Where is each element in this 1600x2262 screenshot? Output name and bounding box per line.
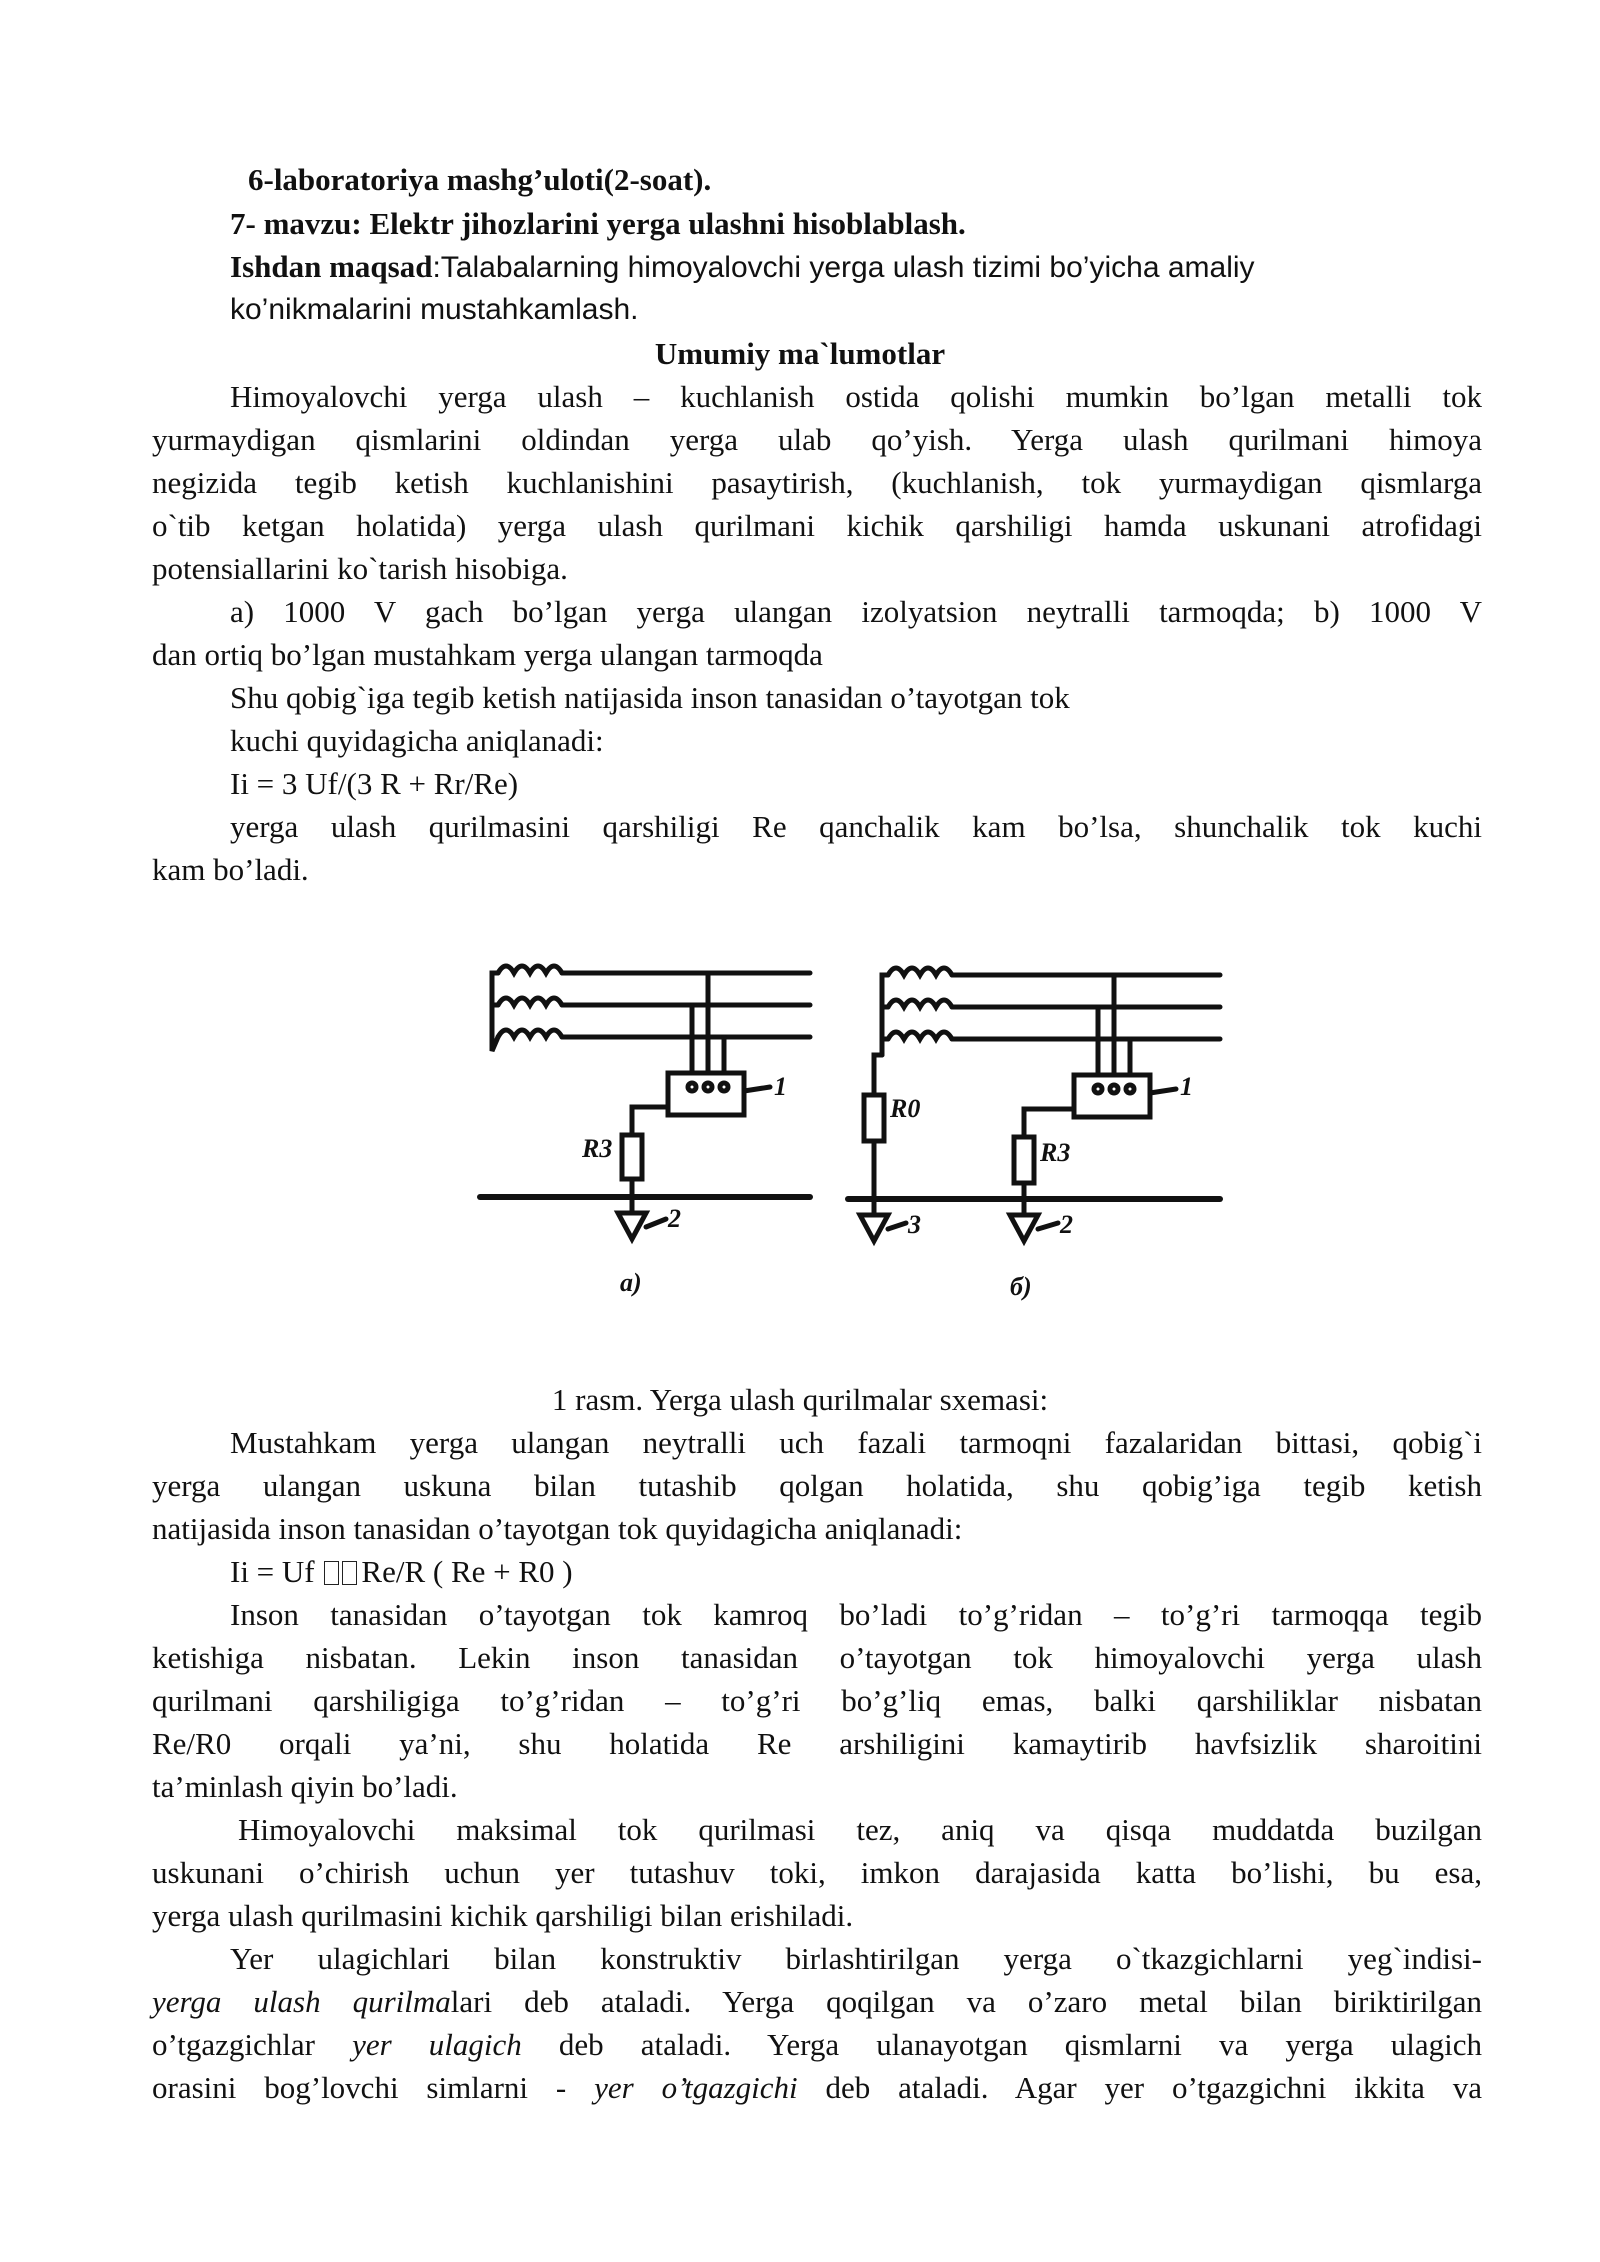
paragraph-7-line-1: Himoyalovchi maksimal tok qurilmasi tez, aniq va qisqa muddatda buzilgan bbox=[238, 1812, 1482, 1847]
term-grounding-device: yerga ulash qurilma bbox=[152, 1984, 451, 2019]
paragraph-5-line-1: Mustahkam yerga ulangan neytralli uch fazali tarmoqni fazalaridan bittasi, qobig`i bbox=[230, 1425, 1482, 1460]
paragraph-1-line-2: yurmaydigan qismlarini oldindan yerga ulab qo’yish. Yerga ulash qurilmani himoya bbox=[152, 422, 1482, 457]
formula-2-part-b: Re/R ( Re + R0 ) bbox=[361, 1554, 573, 1589]
paragraph-1-line-3: negizida tegib ketish kuchlanishini pasaytirish, (kuchlanish, tok yurmaydigan qismlarga bbox=[152, 465, 1482, 500]
goal-text-cont: ko’nikmalarini mustahkamlash. bbox=[230, 293, 639, 326]
formula-2 bbox=[230, 1550, 573, 1597]
paragraph-1-line-4: o`tib ketgan holatida) yerga ulash qurilmani kichik qarshiligi hamda uskunani atrofidagi bbox=[152, 508, 1482, 543]
paragraph-1-line-5: potensiallarini ko`tarish hisobiga. bbox=[152, 551, 568, 586]
formula-2-part-a: Ii = Uf bbox=[230, 1554, 315, 1589]
paragraph-6-line-2: ketishiga nisbatan. Lekin inson tanasidan o’tayotgan tok himoyalovchi yerga ulash bbox=[152, 1640, 1482, 1675]
paragraph-6-line-5: ta’minlash qiyin bo’ladi. bbox=[152, 1769, 458, 1804]
label-r3-b: R3 bbox=[1040, 1138, 1071, 1167]
paragraph-8-line-4: orasini bog’lovchi simlarni - yer o’tgazgichi deb ataladi. Agar yer o’tgazgichni ikkita va bbox=[152, 2070, 1482, 2105]
goal-label: Ishdan maqsad bbox=[230, 249, 433, 284]
lab-title: 6-laboratoriya mashg’uloti(2-soat). bbox=[248, 162, 712, 197]
label-r3-a: R3 bbox=[582, 1134, 613, 1163]
paragraph-7-line-3: yerga ulash qurilmasini kichik qarshiligi bilan erishiladi. bbox=[152, 1898, 854, 1933]
formula-1: Ii = 3 Uf/(3 R + Rr/Re) bbox=[230, 766, 519, 801]
term-ground-conductor: yer o’tgazgichi bbox=[594, 2070, 798, 2105]
paragraph-6-line-1: Inson tanasidan o’tayotgan tok kamroq bo’ladi to’g’ridan – to’g’ri tarmoqqa tegib bbox=[230, 1597, 1482, 1632]
label-a: a) bbox=[620, 1268, 642, 1297]
label-1-a: 1 bbox=[774, 1072, 787, 1101]
missing-glyph-boxes bbox=[324, 1553, 357, 1597]
paragraph-8-line-2: yerga ulash qurilmalari deb ataladi. Yerga qoqilgan va o’zaro metal bilan biriktirilgan bbox=[152, 1984, 1482, 2019]
label-2-a: 2 bbox=[668, 1204, 681, 1233]
label-r0-b: R0 bbox=[890, 1094, 921, 1123]
paragraph-6-line-3: qurilmani qarshiligiga to’g’ridan – to’g’ri bo’g’liq emas, balki qarshiliklar nisbatan bbox=[152, 1683, 1482, 1718]
section-title: Umumiy ma`lumotlar bbox=[654, 336, 946, 371]
label-1-b: 1 bbox=[1180, 1072, 1193, 1101]
paragraph-1-line-1: Himoyalovchi yerga ulash – kuchlanish ostida qolishi mumkin bo’lgan metalli tok bbox=[230, 379, 1482, 414]
goal-line bbox=[230, 245, 1255, 290]
paragraph-5-line-2: yerga ulangan uskuna bilan tutashib qolgan holatida, shu qobig’iga tegib ketish bbox=[152, 1468, 1482, 1503]
paragraph-4-line-2: kam bo’ladi. bbox=[152, 852, 309, 887]
paragraph-8-line-3: o’tgazgichlar yer ulagich deb ataladi. Yerga ulanayotgan qismlarni va yerga ulagich bbox=[152, 2027, 1482, 2062]
grounding-schematic-figure bbox=[470, 945, 1260, 1325]
goal-text: :Talabalarning himoyalovchi yerga ulash tizimi bo’yicha amaliy bbox=[432, 251, 1255, 284]
paragraph-3-line-1: Shu qobig`iga tegib ketish natijasida inson tanasidan o’tayotgan tok bbox=[230, 680, 1070, 715]
paragraph-3-line-2: kuchi quyidagicha aniqlanadi: bbox=[230, 723, 604, 758]
label-b: б) bbox=[1010, 1272, 1032, 1301]
term-ground-electrode: yer ulagich bbox=[352, 2027, 522, 2062]
paragraph-4-line-1: yerga ulash qurilmasini qarshiligi Re qanchalik kam bo’lsa, shunchalik tok kuchi bbox=[230, 809, 1482, 844]
figure-caption: 1 rasm. Yerga ulash qurilmalar sxemasi: bbox=[551, 1382, 1049, 1417]
label-2-b: 2 bbox=[1060, 1210, 1073, 1239]
topic-title: 7- mavzu: Elektr jihozlarini yerga ulashni hisoblablash. bbox=[230, 206, 966, 241]
label-3-b: 3 bbox=[908, 1210, 921, 1239]
paragraph-8-line-1: Yer ulagichlari bilan konstruktiv birlashtirilgan yerga o`tkazgichlarni yeg`indisi- bbox=[230, 1941, 1482, 1976]
paragraph-2-line-1: a) 1000 V gach bo’lgan yerga ulangan izolyatsion neytralli tarmoqda; b) 1000 V bbox=[230, 594, 1482, 629]
paragraph-2-line-2: dan ortiq bo’lgan mustahkam yerga ulangan tarmoqda bbox=[152, 637, 823, 672]
paragraph-7-line-2: uskunani o’chirish uchun yer tutashuv toki, imkon darajasida katta bo’lishi, bu esa, bbox=[152, 1855, 1482, 1890]
paragraph-5-line-3: natijasida inson tanasidan o’tayotgan tok quyidagicha aniqlanadi: bbox=[152, 1511, 963, 1546]
paragraph-6-line-4: Re/R0 orqali ya’ni, shu holatida Re arshiligini kamaytirib havfsizlik sharoitini bbox=[152, 1726, 1482, 1761]
